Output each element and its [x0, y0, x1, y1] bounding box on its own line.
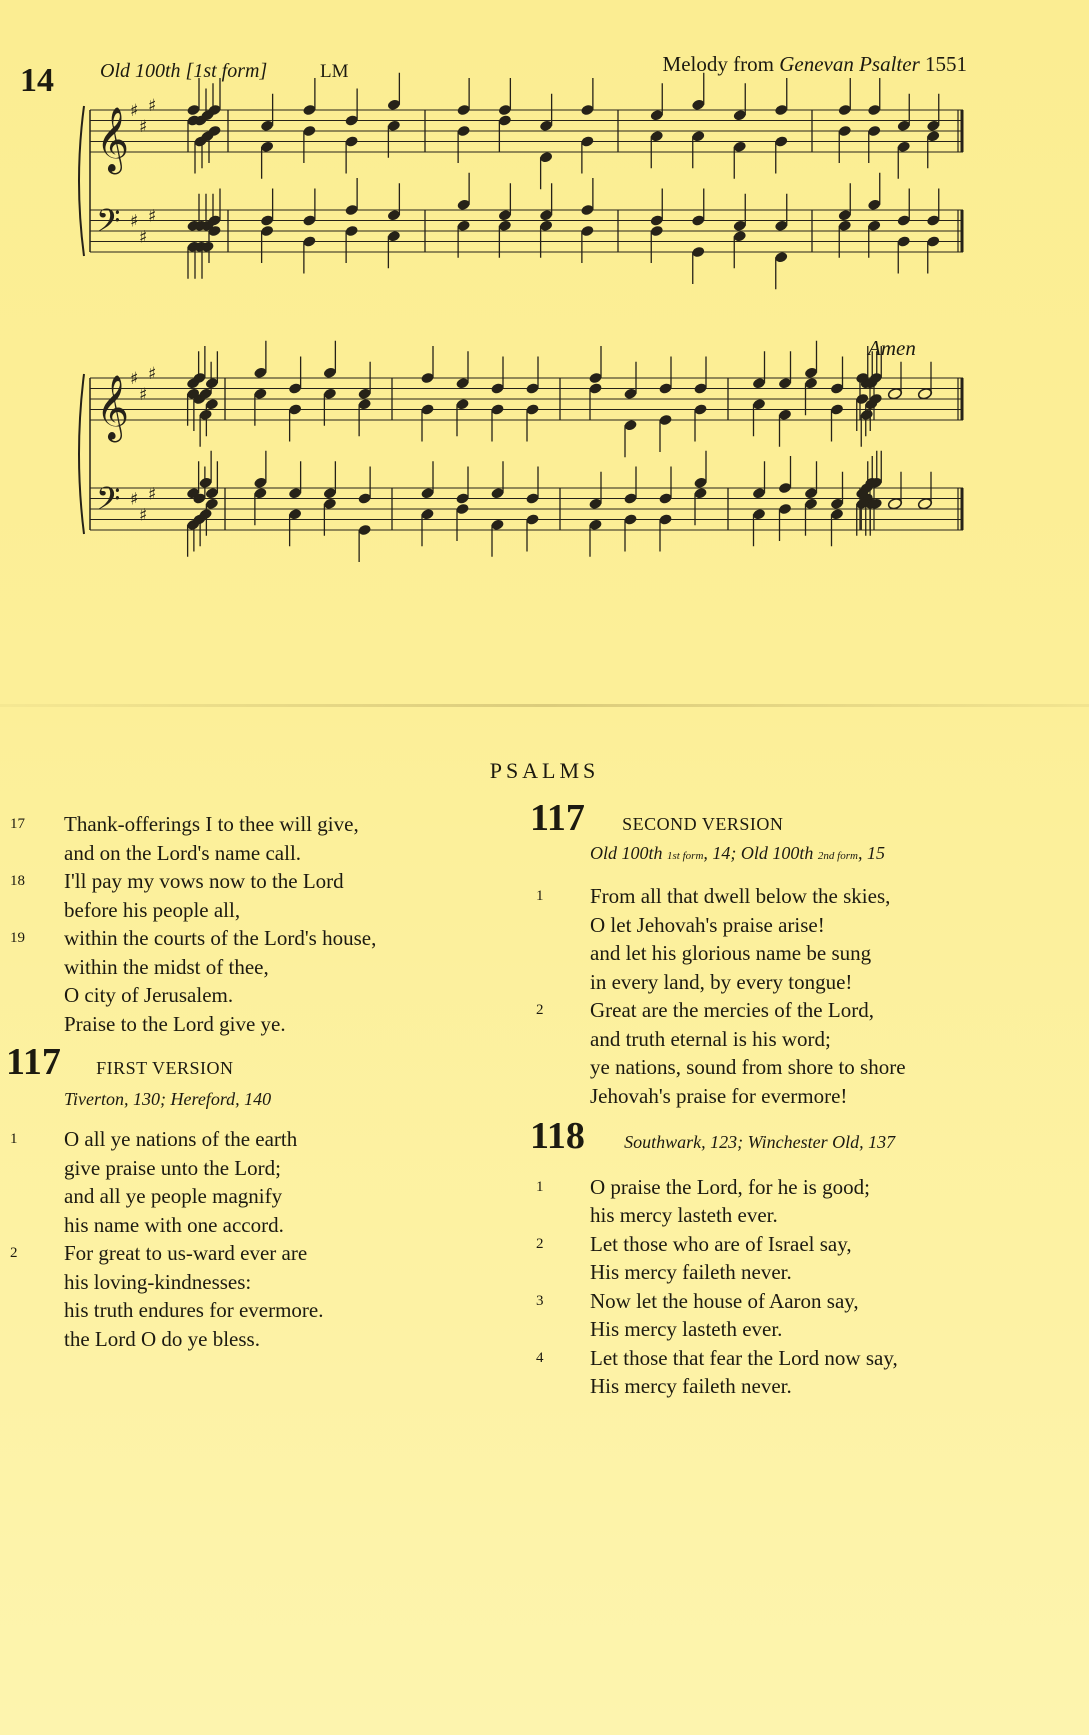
sharp-icon: ♯ — [139, 116, 148, 137]
psalm-number: 117 — [530, 797, 585, 839]
psalm-117-second-tunes — [590, 839, 1010, 871]
verse-text: His mercy faileth never. — [590, 1374, 792, 1398]
verse-line — [536, 1344, 1010, 1373]
verse-number: 1 — [10, 1131, 18, 1147]
psalm-version: FIRST VERSION — [96, 1058, 234, 1078]
verse-number: 1 — [536, 1178, 544, 1195]
tune-name: Old 100th [1st form] — [100, 60, 268, 82]
verse-number: 2 — [536, 1235, 544, 1252]
amen-label: Amen — [868, 336, 916, 360]
verse-line — [10, 1125, 484, 1154]
right-column — [530, 797, 1010, 1401]
left-column — [6, 810, 484, 1353]
verse-line — [536, 996, 1010, 1025]
verse-line — [64, 953, 484, 982]
verse-text: within the courts of the Lord's house, — [64, 926, 377, 950]
verse-text: O praise the Lord, for he is good; — [590, 1174, 870, 1199]
verse-line — [64, 1182, 484, 1211]
verse-line — [64, 839, 484, 868]
section-heading: PSALMS — [489, 758, 600, 783]
psalm-117-second-verses — [536, 882, 1010, 1110]
verse-text: his truth endures for evermore. — [64, 1298, 324, 1322]
system-brace — [79, 106, 84, 256]
verse-line — [10, 810, 484, 839]
verse-text: From all that dwell below the skies, — [590, 884, 891, 908]
verse-text: and truth eternal is his word; — [590, 1026, 831, 1051]
verse-line — [536, 1173, 1010, 1202]
tune-a-form: 1st form — [667, 849, 704, 862]
verse-text: O let Jehovah's praise arise! — [590, 912, 825, 937]
verse-text: O city of Jerusalem. — [64, 983, 234, 1007]
verse-text: His mercy lasteth ever. — [590, 1317, 783, 1341]
verse-text: within the midst of thee, — [64, 954, 269, 979]
verse-text: I'll pay my vows now to the Lord — [64, 869, 344, 893]
verse-number: 18 — [10, 873, 25, 889]
tune-b-form: 2nd form — [817, 849, 858, 862]
music-score — [0, 0, 1089, 600]
psalm-117-first-heading — [6, 1041, 426, 1083]
attribution-source: Genevan Psalter — [779, 52, 920, 76]
psalm-118-heading — [530, 1115, 950, 1157]
attribution-prefix: Melody from — [662, 52, 780, 76]
sharp-icon: ♯ — [130, 101, 139, 121]
verse-line — [590, 1053, 1010, 1082]
verse-line — [536, 1230, 1010, 1259]
page-fold — [0, 704, 1089, 707]
verse-line — [64, 981, 484, 1010]
verse-number: 3 — [536, 1292, 544, 1309]
verse-text: give praise unto the Lord; — [64, 1155, 281, 1180]
psalm-number: 117 — [6, 1041, 61, 1083]
verse-text: the Lord O do ye bless. — [64, 1326, 260, 1351]
verse-line — [590, 1082, 1010, 1111]
treble-clef-icon: 𝄞 — [96, 375, 130, 440]
sharp-icon: ♯ — [148, 484, 157, 505]
verse-text: Thank-offerings I to thee will give, — [64, 812, 359, 836]
psalm-number: 118 — [530, 1115, 585, 1157]
treble-clef-icon: 𝄞 — [96, 107, 130, 172]
verse-line — [590, 968, 1010, 997]
psalm-117-first-tunes: Tiverton, 130; Hereford, 140 — [64, 1088, 272, 1109]
verse-line — [10, 924, 484, 953]
verse-line — [64, 1325, 484, 1354]
system-brace — [79, 374, 84, 534]
hymn-number: 14 — [20, 62, 54, 99]
verse-line — [64, 1154, 484, 1183]
verse-text: and let his glorious name be sung — [590, 941, 872, 965]
verse-line — [590, 1201, 1010, 1230]
tune-b: Old 100th — [740, 842, 814, 863]
verse-text: and on the Lord's name call. — [64, 840, 302, 865]
verse-number: 19 — [10, 930, 25, 946]
verse-line — [590, 1258, 1010, 1287]
sharp-icon: ♯ — [148, 95, 157, 116]
verse-line — [590, 1025, 1010, 1054]
bass-clef-icon: 𝄢 — [96, 480, 121, 525]
verse-text: Now let the house of Aaron say, — [590, 1288, 859, 1313]
psalm-117-first-verses — [10, 1125, 484, 1353]
verse-line — [64, 1296, 484, 1325]
attribution-year: 1551 — [919, 52, 967, 76]
verse-number: 17 — [10, 816, 25, 832]
verse-text: in every land, by every tongue! — [590, 969, 853, 994]
sharp-icon: ♯ — [139, 505, 148, 526]
verse-text: Jehovah's praise for evermore! — [590, 1083, 848, 1108]
verse-line — [10, 1239, 484, 1268]
sharp-icon: ♯ — [130, 211, 139, 232]
verse-text: Praise to the Lord give ye. — [64, 1011, 286, 1036]
verse-text: his loving-kindnesses: — [64, 1269, 252, 1294]
verse-text: His mercy faileth never. — [590, 1260, 792, 1284]
verse-line — [590, 939, 1010, 968]
verse-text: and all ye people magnify — [64, 1184, 283, 1208]
psalm-118-verses — [536, 1173, 1010, 1401]
verse-line — [536, 1287, 1010, 1316]
verse-number: 4 — [536, 1349, 544, 1366]
verse-text: O all ye nations of the earth — [64, 1127, 298, 1151]
verse-number: 2 — [10, 1245, 18, 1261]
psalm-118-tunes: Southwark, 123; Winchester Old, 137 — [624, 1132, 896, 1152]
verse-text: ye nations, sound from shore to shore — [590, 1055, 906, 1079]
sharp-icon: ♯ — [148, 363, 157, 384]
verse-number: 2 — [536, 1002, 544, 1018]
verse-line — [590, 911, 1010, 940]
verse-number: 1 — [536, 888, 544, 904]
meter: LM — [320, 61, 349, 82]
bass-clef-icon: 𝄢 — [96, 202, 121, 247]
verse-line — [64, 1211, 484, 1240]
tune-b-number: , 15 — [857, 842, 885, 863]
verse-text: before his people all, — [64, 897, 241, 922]
verse-text: Great are the mercies of the Lord, — [590, 998, 874, 1022]
verse-line — [590, 1315, 1010, 1344]
verse-text: his name with one accord. — [64, 1212, 284, 1237]
verse-text: Let those that fear the Lord now say, — [590, 1345, 898, 1370]
tune-a: Old 100th — [590, 842, 663, 863]
sharp-icon: ♯ — [130, 489, 139, 510]
psalm-version: SECOND VERSION — [622, 814, 784, 834]
verse-text: his mercy lasteth ever. — [590, 1203, 778, 1227]
sharp-icon: ♯ — [139, 227, 148, 248]
sharp-icon: ♯ — [130, 369, 139, 389]
verse-line — [64, 1268, 484, 1297]
verse-line — [10, 867, 484, 896]
verse-line — [64, 1010, 484, 1039]
continued-verses — [10, 810, 484, 1038]
tune-a-number: , 14; — [703, 842, 741, 863]
verse-line — [590, 1372, 1010, 1401]
sharp-icon: ♯ — [148, 206, 157, 227]
verse-text: For great to us-ward ever are — [64, 1241, 308, 1265]
sharp-icon: ♯ — [139, 384, 148, 405]
verse-line — [536, 882, 1010, 911]
verse-line — [64, 896, 484, 925]
psalm-117-second-heading — [530, 797, 950, 839]
verse-text: Let those who are of Israel say, — [590, 1231, 852, 1256]
